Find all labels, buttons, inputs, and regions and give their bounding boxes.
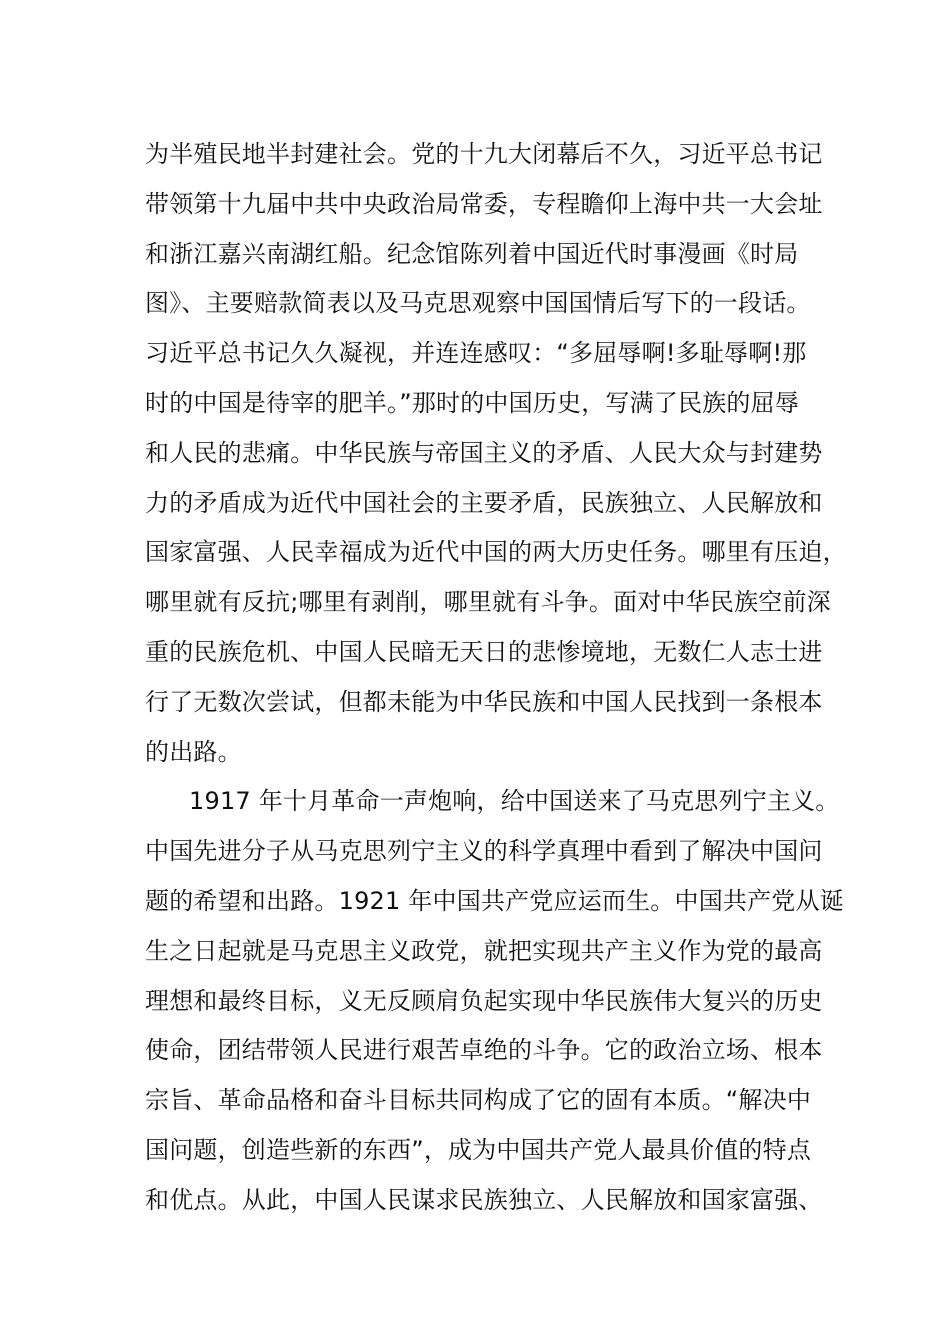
text-line: 中国先进分子从马克思列宁主义的科学真理中看到了解决中国问 <box>145 837 823 866</box>
paragraph-start-line: 1917 年十月革命一声炮响，给中国送来了马克思列宁主义。 <box>189 787 840 816</box>
text-line: 题的希望和出路。1921 年中国共产党应运而生。中国共产党从诞 <box>145 886 844 915</box>
text-line: 力的矛盾成为近代中国社会的主要矛盾，民族独立、人民解放和 <box>145 488 823 517</box>
text-line: 行了无数次尝试，但都未能为中华民族和中国人民找到一条根本 <box>145 687 823 716</box>
text-line: 时的中国是待宰的肥羊。”那时的中国历史，写满了民族的屈辱 <box>145 388 800 417</box>
text-line: 生之日起就是马克思主义政党，就把实现共产主义作为党的最高 <box>145 936 823 965</box>
text-line: 哪里就有反抗;哪里有剥削，哪里就有斗争。面对中华民族空前深 <box>145 588 831 617</box>
text-line: 宗旨、革命品格和奋斗目标共同构成了它的固有本质。“解决中 <box>145 1086 812 1115</box>
text-line: 带领第十九届中共中央政治局常委，专程瞻仰上海中共一大会址 <box>145 189 823 218</box>
text-line: 习近平总书记久久凝视，并连连感叹：“多屈辱啊!多耻辱啊!那 <box>145 339 807 368</box>
text-line: 国问题，创造些新的东西”，成为中国共产党人最具价值的特点 <box>145 1135 812 1164</box>
text-line: 使命，团结带领人民进行艰苦卓绝的斗争。它的政治立场、根本 <box>145 1036 823 1065</box>
text-line: 理想和最终目标，义无反顾肩负起实现中华民族伟大复兴的历史 <box>145 986 823 1015</box>
text-line: 为半殖民地半封建社会。党的十九大闭幕后不久，习近平总书记 <box>145 140 823 168</box>
text-line: 国家富强、人民幸福成为近代中国的两大历史任务。哪里有压迫， <box>145 538 847 567</box>
text-line: 和优点。从此，中国人民谋求民族独立、人民解放和国家富强、 <box>145 1185 823 1214</box>
body-text <box>145 130 847 1226</box>
text-line: 的出路。 <box>145 737 242 766</box>
text-line: 图》、主要赔款简表以及马克思观察中国国情后写下的一段话。 <box>145 289 811 318</box>
text-line: 和人民的悲痛。中华民族与帝国主义的矛盾、人民大众与封建势 <box>145 438 823 467</box>
text-line: 和浙江嘉兴南湖红船。纪念馆陈列着中国近代时事漫画《时局 <box>145 239 799 268</box>
text-line: 重的民族危机、中国人民暗无天日的悲惨境地，无数仁人志士进 <box>145 637 823 666</box>
